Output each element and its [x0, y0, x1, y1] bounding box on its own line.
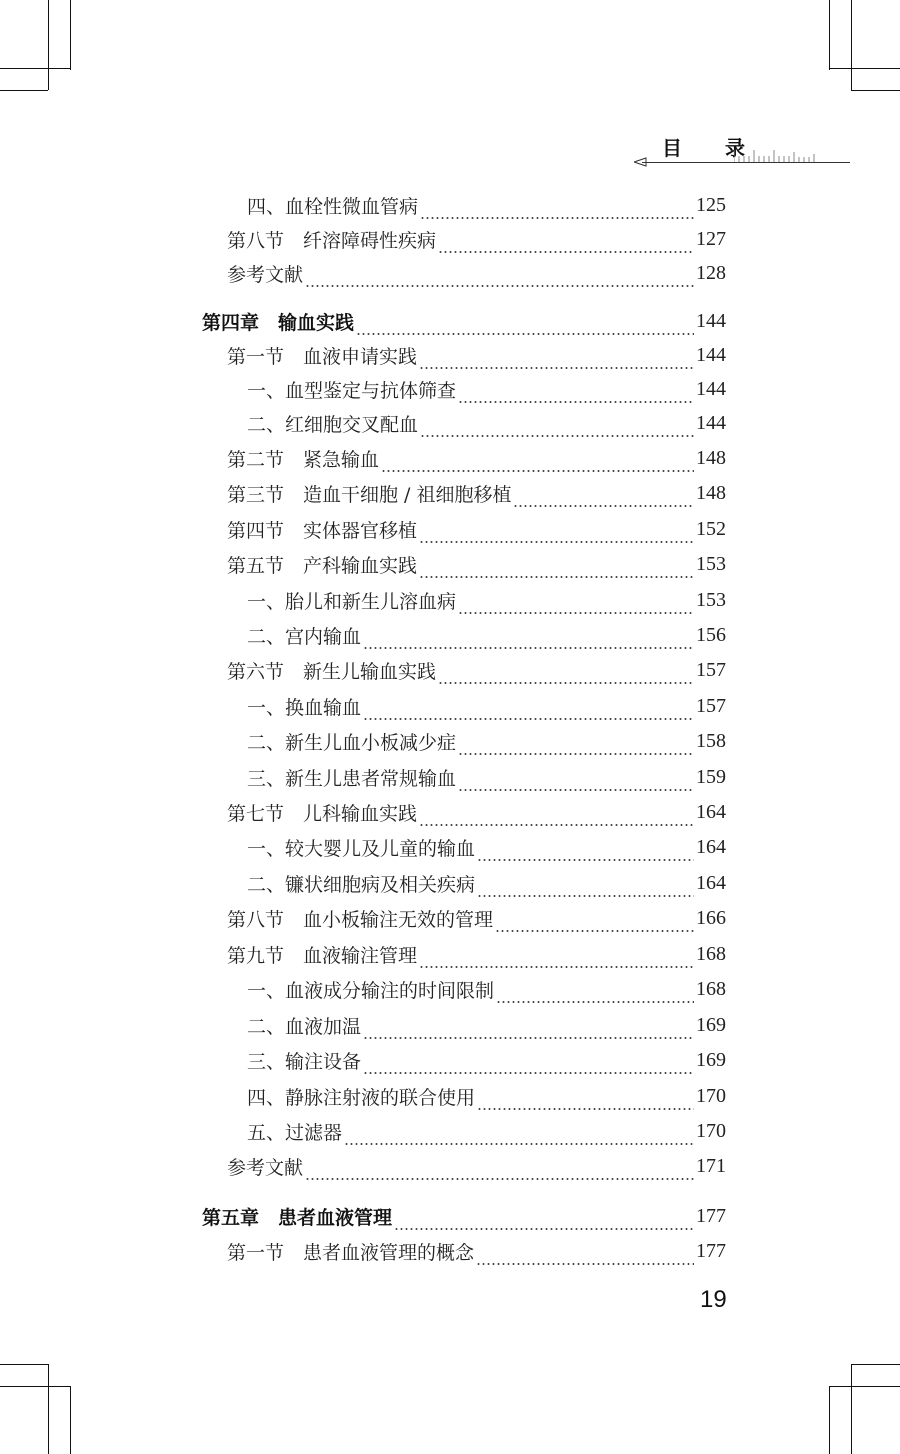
toc-entry-title: 第二节 紧急输血 [227, 448, 380, 471]
toc-item-entry[interactable] [247, 1081, 726, 1111]
toc-page-number: 144 [696, 377, 726, 400]
toc-item-entry[interactable] [247, 620, 726, 650]
toc-item-entry[interactable] [247, 726, 726, 756]
toc-entry-title: 二、新生儿血小板减少症 [247, 731, 457, 754]
dot-leader [495, 903, 694, 933]
header-rule [642, 162, 850, 163]
toc-page-number: 144 [696, 309, 726, 332]
toc-entry-title: 第八节 血小板输注无效的管理 [227, 908, 494, 931]
toc-chapter-entry[interactable] [202, 1201, 726, 1231]
dot-leader [420, 190, 694, 220]
toc-page-number: 125 [696, 193, 726, 216]
dot-leader [363, 1045, 694, 1075]
toc-section-entry[interactable] [227, 939, 726, 969]
toc-entry-title: 二、镰状细胞病及相关疾病 [247, 873, 476, 896]
toc-entry-title: 三、新生儿患者常规输血 [247, 767, 457, 790]
toc-page-number: 164 [696, 871, 726, 894]
dot-leader [476, 1236, 694, 1266]
dot-leader [513, 478, 694, 508]
toc-section-entry[interactable] [227, 1151, 726, 1181]
toc-item-entry[interactable] [247, 374, 726, 404]
toc-entry-title: 第一节 血液申请实践 [227, 345, 418, 368]
toc-page-number: 166 [696, 906, 726, 929]
toc-section-entry[interactable] [227, 797, 726, 827]
toc-entry-title: 五、过滤器 [247, 1121, 343, 1144]
toc-page-number: 144 [696, 411, 726, 434]
toc-item-entry[interactable] [247, 1010, 726, 1040]
toc-entry-title: 第五章 患者血液管理 [202, 1206, 393, 1229]
toc-page-number: 157 [696, 694, 726, 717]
toc-section-entry[interactable] [227, 514, 726, 544]
dot-leader [394, 1201, 694, 1231]
dot-leader [458, 762, 694, 792]
toc-entry-title: 二、宫内输血 [247, 625, 362, 648]
dot-leader [381, 443, 694, 473]
toc-section-entry[interactable] [227, 340, 726, 370]
running-header [630, 128, 860, 174]
toc-entry-title: 第七节 儿科输血实践 [227, 802, 418, 825]
toc-page-number: 158 [696, 729, 726, 752]
dot-leader [496, 974, 694, 1004]
toc-entry-title: 四、静脉注射液的联合使用 [247, 1086, 476, 1109]
dot-leader [419, 514, 694, 544]
toc-page-number: 169 [696, 1048, 726, 1071]
dot-leader [363, 1010, 694, 1040]
toc-page-number: 156 [696, 623, 726, 646]
toc-entry-title: 第六节 新生儿输血实践 [227, 660, 437, 683]
toc-page-number: 128 [696, 261, 726, 284]
toc-page-number: 157 [696, 658, 726, 681]
dot-leader [477, 1081, 694, 1111]
toc-entry-title: 一、较大婴儿及儿童的输血 [247, 837, 476, 860]
dot-leader [458, 585, 694, 615]
toc-item-entry[interactable] [247, 1116, 726, 1146]
toc-page-number: 144 [696, 343, 726, 366]
toc-page-number: 164 [696, 835, 726, 858]
toc-page-number: 153 [696, 588, 726, 611]
toc-entry-title: 参考文献 [227, 1156, 304, 1179]
toc-item-entry[interactable] [247, 585, 726, 615]
toc-section-entry[interactable] [227, 549, 726, 579]
toc-page-number: 170 [696, 1084, 726, 1107]
dot-leader [477, 868, 694, 898]
dot-leader [305, 1151, 694, 1181]
dot-leader [477, 832, 694, 862]
toc-page-number: 164 [696, 800, 726, 823]
toc-item-entry[interactable] [247, 691, 726, 721]
toc-section-entry[interactable] [227, 224, 726, 254]
toc-entry-title: 一、血液成分输注的时间限制 [247, 979, 495, 1002]
toc-page-number: 170 [696, 1119, 726, 1142]
toc-page-number: 127 [696, 227, 726, 250]
toc-entry-title: 三、输注设备 [247, 1050, 362, 1073]
dot-leader [419, 939, 694, 969]
toc-page-number: 152 [696, 517, 726, 540]
toc-page-number: 148 [696, 481, 726, 504]
toc-item-entry[interactable] [247, 974, 726, 1004]
header-title: 目 录 [662, 136, 763, 160]
toc-entry-title: 第九节 血液输注管理 [227, 944, 418, 967]
dot-leader [344, 1116, 694, 1146]
toc-page-number: 177 [696, 1204, 726, 1227]
dot-leader [420, 408, 694, 438]
toc-section-entry[interactable] [227, 1236, 726, 1266]
dot-leader [458, 374, 694, 404]
dot-leader [363, 691, 694, 721]
toc-section-entry[interactable] [227, 903, 726, 933]
page-number: 19 [700, 1286, 727, 1313]
toc-entry-title: 第八节 纤溶障碍性疾病 [227, 229, 437, 252]
dot-leader [419, 797, 694, 827]
dot-leader [419, 549, 694, 579]
toc-entry-title: 二、血液加温 [247, 1015, 362, 1038]
toc-page-number: 168 [696, 942, 726, 965]
toc-item-entry[interactable] [247, 762, 726, 792]
toc-page-number: 148 [696, 446, 726, 469]
toc-entry-title: 一、换血输血 [247, 696, 362, 719]
toc-entry-title: 第四章 输血实践 [202, 311, 355, 334]
toc-entry-title: 一、血型鉴定与抗体筛查 [247, 379, 457, 402]
toc-chapter-entry[interactable] [202, 306, 726, 336]
toc-item-entry[interactable] [247, 408, 726, 438]
toc-item-entry[interactable] [247, 190, 726, 220]
dot-leader [305, 258, 694, 288]
toc-entry-title: 第五节 产科输血实践 [227, 554, 418, 577]
dot-leader [458, 726, 694, 756]
toc-page-number: 169 [696, 1013, 726, 1036]
toc-section-entry[interactable] [227, 443, 726, 473]
toc-entry-title: 第四节 实体器官移植 [227, 519, 418, 542]
toc-item-entry[interactable] [247, 832, 726, 862]
toc-entry-title: 二、红细胞交叉配血 [247, 413, 419, 436]
toc-entry-title: 第一节 患者血液管理的概念 [227, 1241, 475, 1264]
dot-leader [363, 620, 694, 650]
toc-page-number: 171 [696, 1154, 726, 1177]
toc-section-entry[interactable] [227, 258, 726, 288]
toc-entry-title: 一、胎儿和新生儿溶血病 [247, 590, 457, 613]
toc-item-entry[interactable] [247, 868, 726, 898]
toc-page-number: 153 [696, 552, 726, 575]
toc-section-entry[interactable] [227, 655, 726, 685]
toc-page-number: 168 [696, 977, 726, 1000]
toc-entry-title: 第三节 造血干细胞 / 祖细胞移植 [227, 483, 512, 506]
ruler-decoration [734, 148, 844, 162]
dot-leader [356, 306, 694, 336]
toc-item-entry[interactable] [247, 1045, 726, 1075]
toc-page-number: 177 [696, 1239, 726, 1262]
dot-leader [438, 224, 694, 254]
toc-entry-title: 四、血栓性微血管病 [247, 195, 419, 218]
dot-leader [438, 655, 694, 685]
toc-entry-title: 参考文献 [227, 263, 304, 286]
toc-page-number: 159 [696, 765, 726, 788]
dot-leader [419, 340, 694, 370]
toc-section-entry[interactable] [227, 478, 726, 508]
